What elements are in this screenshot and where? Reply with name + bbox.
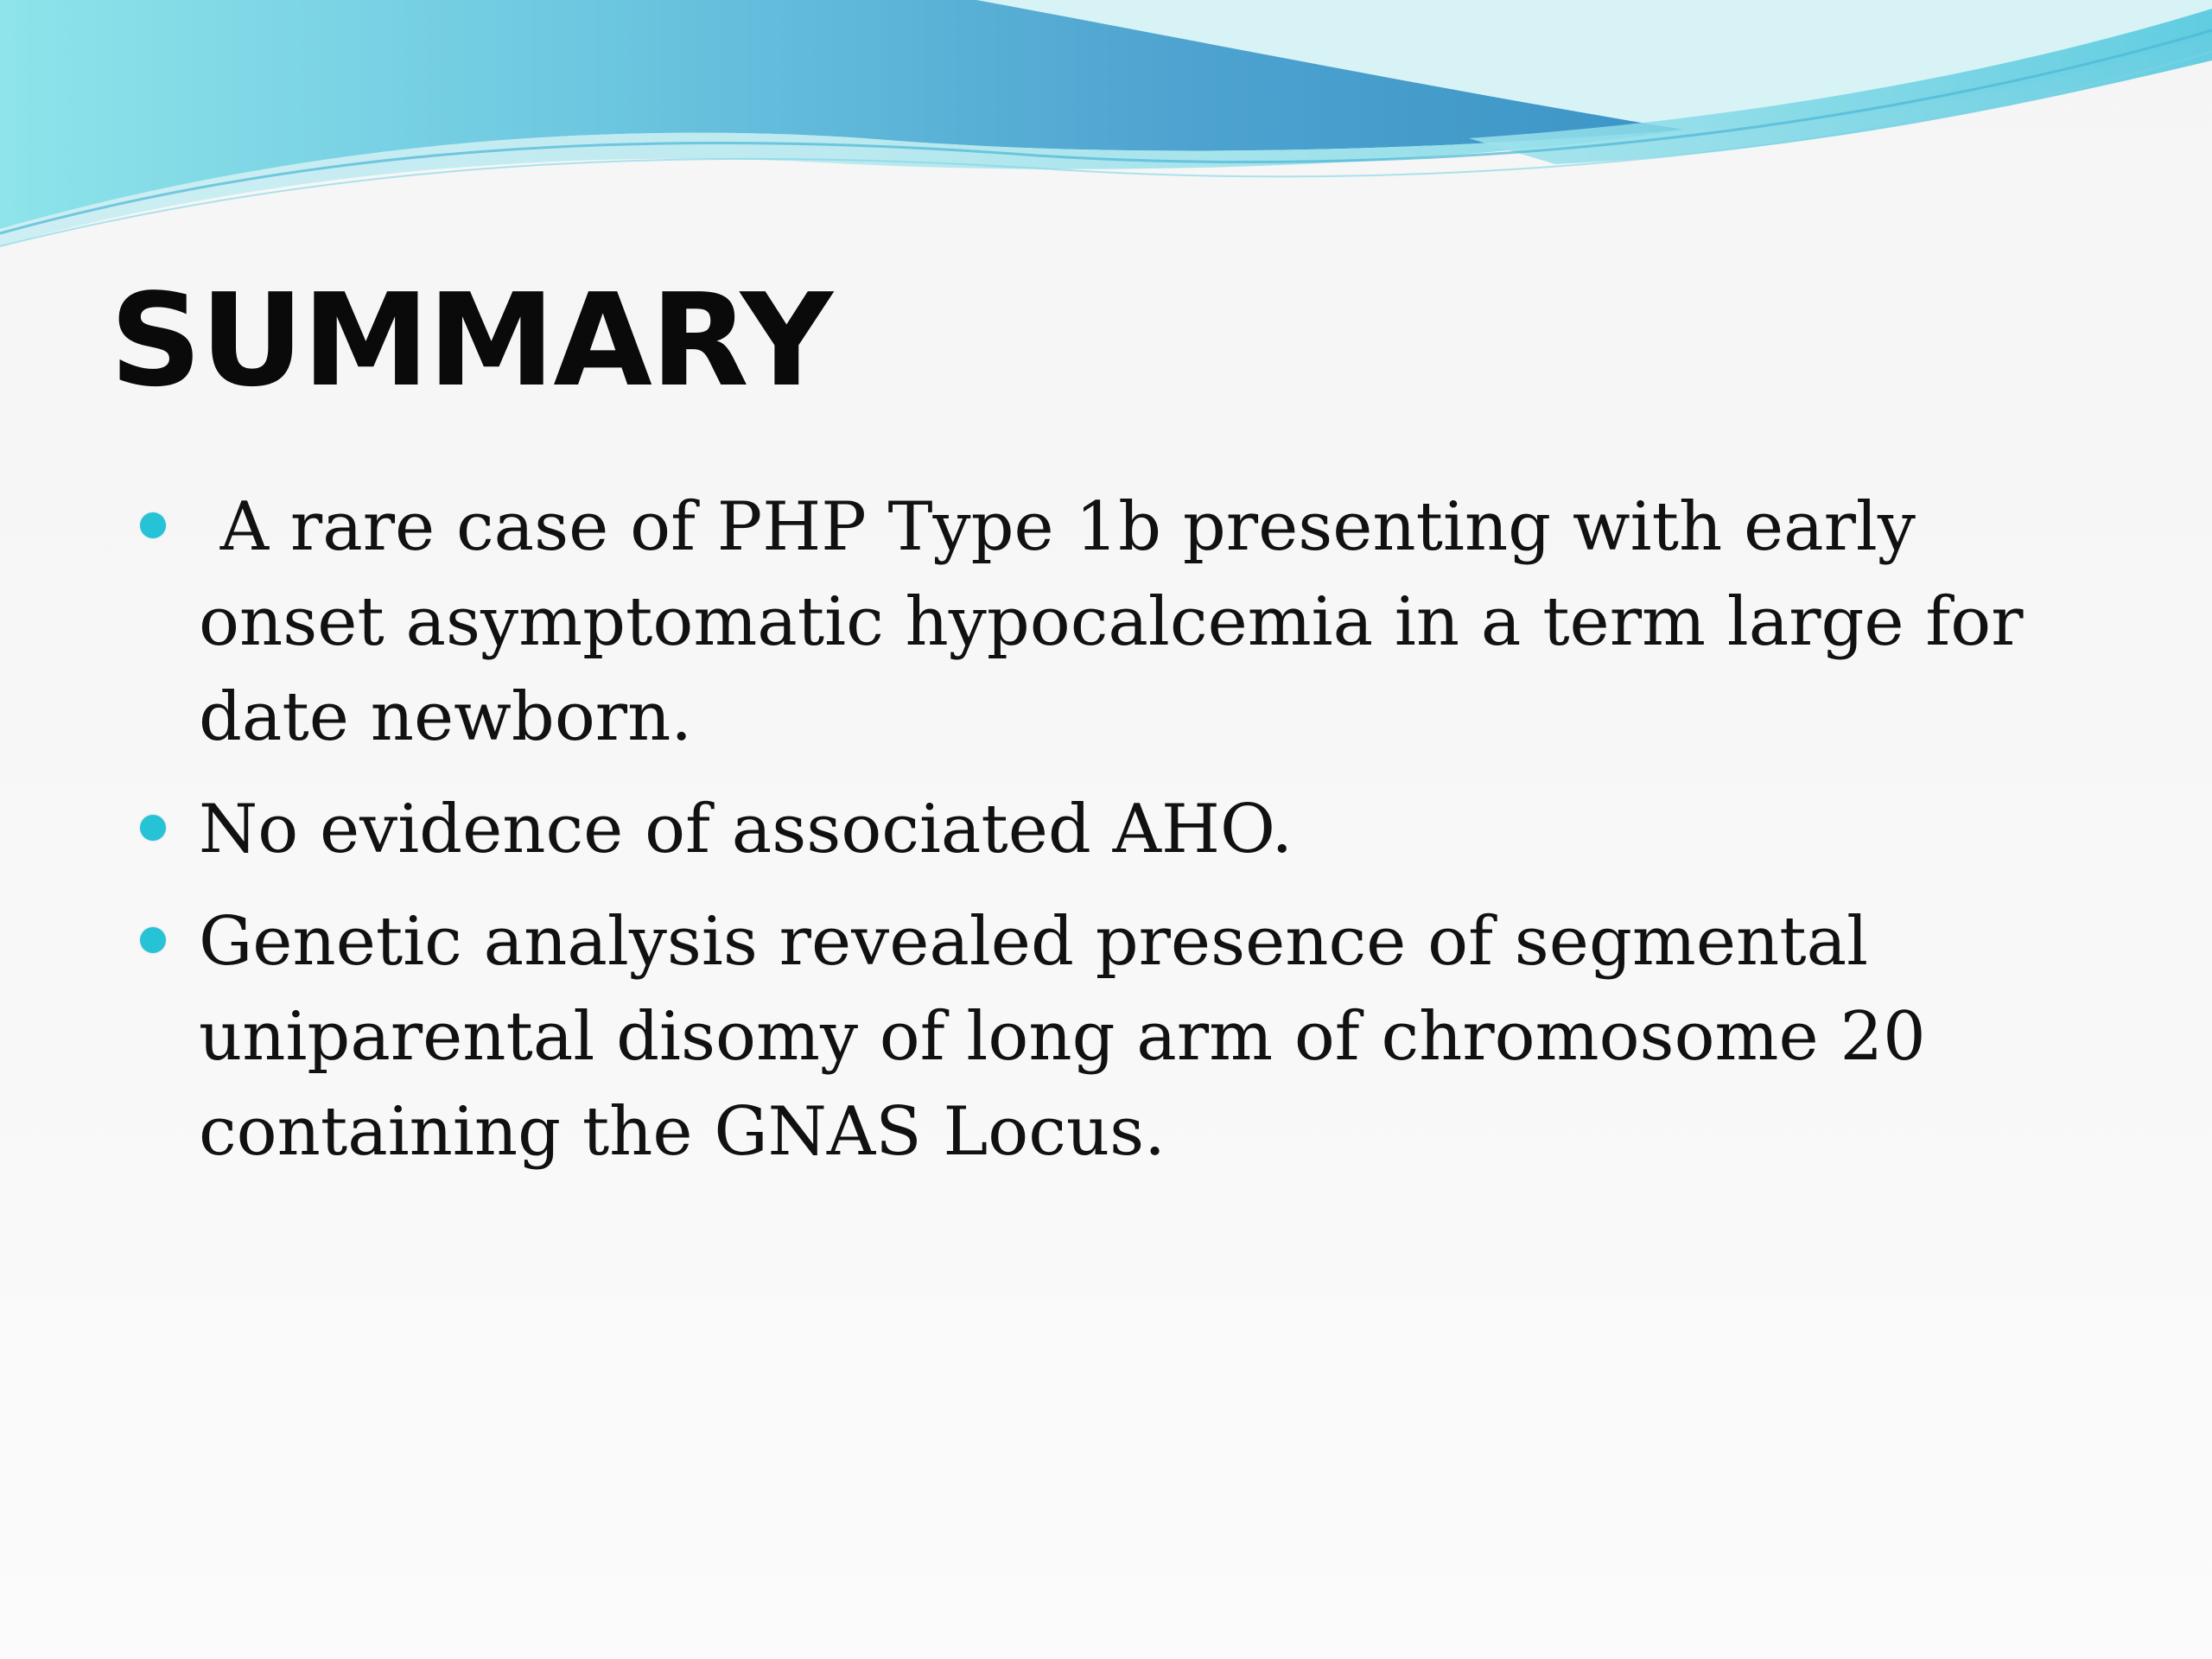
bullet-item: [138, 480, 2091, 765]
slide-title: SUMMARY: [110, 266, 831, 415]
header-wave-decoration: [0, 0, 2212, 259]
bullet-text: No evidence of associated AHO.: [199, 791, 1294, 868]
bullet-text: Genetic analysis revealed presence of segmental uniparental disomy of long arm of chromosome 20 containing the GNAS Locus.: [199, 903, 1926, 1171]
bullet-item: [138, 894, 2091, 1179]
bullet-dot-icon: [140, 927, 166, 953]
bullet-list: [138, 480, 2091, 1197]
bullet-text: A rare case of PHP Type 1b presenting with early onset asymptomatic hypocalcemia in a term large for date newborn.: [199, 488, 2045, 756]
bullet-dot-icon: [140, 512, 166, 538]
bullet-item: [138, 782, 2091, 877]
bullet-dot-icon: [140, 815, 166, 841]
